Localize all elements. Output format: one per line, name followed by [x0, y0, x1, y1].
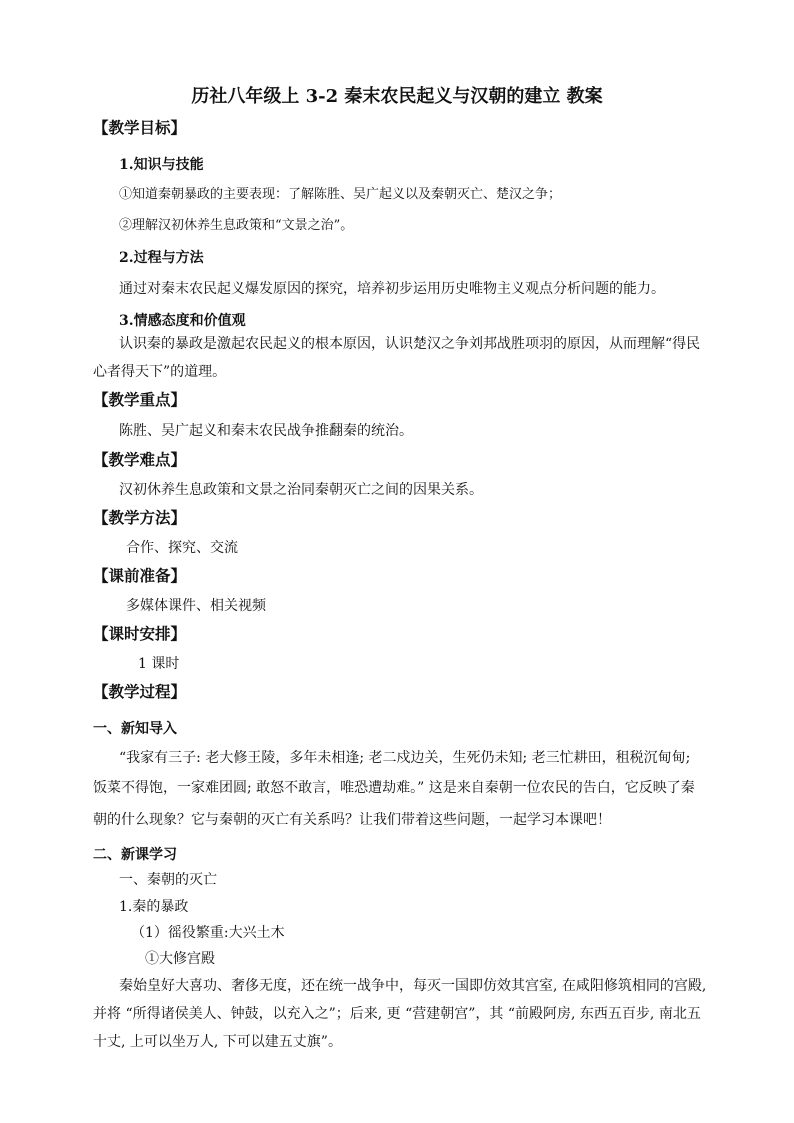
page-title: 历社八年级上 3-2 秦末农民起义与汉朝的建立 教案	[191, 86, 603, 107]
section-heading-key: 【教学重点】	[93, 390, 187, 409]
intro-line-2: 饭菜不得饱，一家难团圆; 敢怒不敢言，唯恐遭劫难。” 这是来自秦朝一位农民的告白，它反映了秦	[93, 780, 695, 796]
goal-emotion-title: 3.情感态度和价值观	[119, 313, 246, 329]
section-heading-prep: 【课前准备】	[93, 566, 187, 585]
goal-process-text: 通过对秦末农民起义爆发原因的探究，培养初步运用历史唯物主义观点分析问题的能力。	[119, 281, 665, 297]
intro-line-1: “我家有三子: 老大修王陵，多年未相逢; 老二戍边关，生死仍未知; 老三忙耕田，租税沉甸甸;	[119, 750, 691, 766]
subsection-1-1-1: （1）徭役繁重:大兴土木	[131, 925, 285, 941]
prep-text: 多媒体课件、相关视频	[126, 598, 266, 614]
subsection-1-1: 1.秦的暴政	[119, 899, 189, 915]
schedule-text: 1 课时	[138, 656, 180, 672]
goal-emotion-text-1: 认识秦的暴政是激起农民起义的根本原因，认识楚汉之争刘邦战胜项羽的原因，从而理解“得民	[119, 336, 701, 352]
section-heading-difficulty: 【教学难点】	[93, 450, 187, 469]
section-heading-goals: 【教学目标】	[93, 118, 187, 137]
goal-knowledge-title: 1.知识与技能	[119, 157, 204, 173]
section-heading-schedule: 【课时安排】	[93, 624, 187, 643]
goal-process-title: 2.过程与方法	[119, 250, 204, 266]
body-line-3: 十丈, 上可以坐万人, 下可以建五丈旗”。	[93, 1034, 342, 1050]
key-text: 陈胜、吴广起义和秦末农民战争推翻秦的统治。	[119, 423, 413, 439]
goal-knowledge-item-1: ①知道秦朝暴政的主要表现：了解陈胜、吴广起义以及秦朝灭亡、楚汉之争；	[119, 187, 562, 202]
new-lesson-title: 二、新课学习	[93, 847, 177, 863]
method-text: 合作、探究、交流	[126, 540, 238, 556]
intro-line-3: 朝的什么现象？它与秦朝的灭亡有关系吗？让我们带着这些问题，一起学习本课吧！	[93, 812, 611, 828]
intro-title: 一、新知导入	[93, 721, 177, 737]
section-heading-method: 【教学方法】	[93, 508, 187, 527]
subsection-1: 一、秦朝的灭亡	[119, 872, 217, 888]
section-heading-process: 【教学过程】	[93, 682, 187, 701]
body-line-1: 秦始皇好大喜功、奢侈无度，还在统一战争中，每灭一国即仿效其宫室, 在咸阳修筑相同的宫殿,	[119, 978, 707, 994]
goal-emotion-text-2: 心者得天下”的道理。	[93, 364, 227, 380]
body-line-2: 并将 “所得诸侯美人、钟鼓，以充入之”；后来, 更 “营建朝宫”，其 “前殿阿房, 东西五百步, 南北五	[93, 1006, 701, 1022]
subsection-item-1: ①大修宫殿	[145, 951, 215, 967]
difficulty-text: 汉初休养生息政策和文景之治同秦朝灭亡之间的因果关系。	[119, 482, 483, 498]
goal-knowledge-item-2: ②理解汉初休养生息政策和“文景之治”。	[119, 218, 354, 233]
